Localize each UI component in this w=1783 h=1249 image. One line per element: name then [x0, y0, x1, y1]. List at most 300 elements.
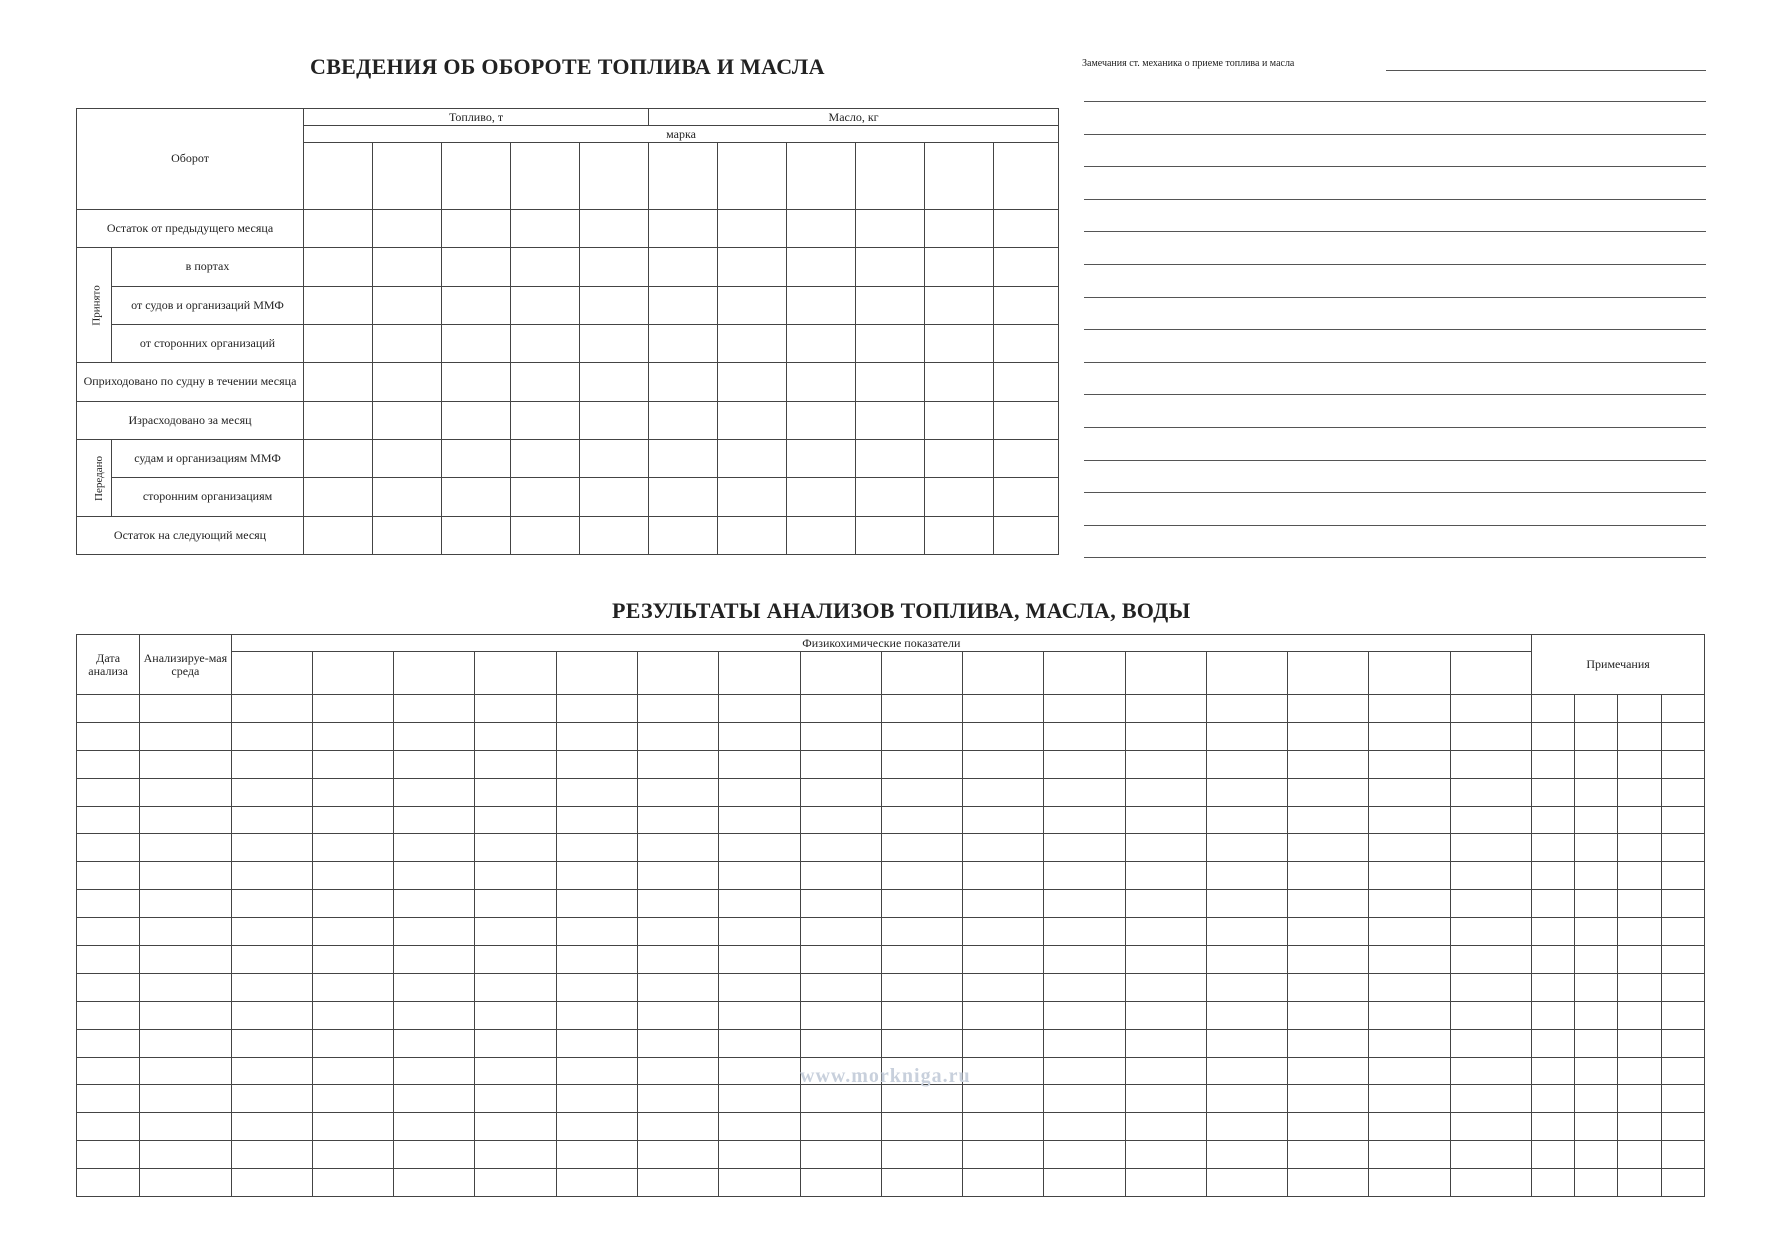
analysis-cell[interactable]: [475, 1141, 556, 1169]
analysis-cell[interactable]: [1575, 834, 1618, 862]
remarks-first-line[interactable]: [1386, 70, 1706, 71]
analysis-cell[interactable]: [1661, 1001, 1704, 1029]
analysis-cell[interactable]: [881, 778, 962, 806]
analysis-cell[interactable]: [719, 806, 800, 834]
analysis-cell[interactable]: [1206, 1085, 1287, 1113]
analysis-cell[interactable]: [1450, 722, 1531, 750]
data-cell[interactable]: [718, 363, 787, 401]
analysis-cell[interactable]: [637, 806, 718, 834]
analysis-cell[interactable]: [1288, 1029, 1369, 1057]
analysis-cell[interactable]: [1661, 1169, 1704, 1197]
remarks-line[interactable]: [1084, 166, 1706, 167]
analysis-cell[interactable]: [556, 946, 637, 974]
analysis-cell[interactable]: [800, 1141, 881, 1169]
data-cell[interactable]: [511, 439, 580, 477]
analysis-cell[interactable]: [1532, 750, 1575, 778]
analysis-cell[interactable]: [1288, 1085, 1369, 1113]
analysis-cell[interactable]: [800, 1113, 881, 1141]
analysis-cell[interactable]: [1044, 946, 1125, 974]
data-cell[interactable]: [718, 209, 787, 247]
analysis-cell[interactable]: [77, 862, 140, 890]
analysis-cell[interactable]: [800, 918, 881, 946]
analysis-cell[interactable]: [1044, 1141, 1125, 1169]
data-cell[interactable]: [925, 363, 994, 401]
analysis-cell[interactable]: [1532, 918, 1575, 946]
analysis-cell[interactable]: [556, 1169, 637, 1197]
analysis-cell[interactable]: [1661, 946, 1704, 974]
analysis-cell[interactable]: [1618, 695, 1661, 723]
analysis-cell[interactable]: [719, 1113, 800, 1141]
data-cell[interactable]: [373, 363, 442, 401]
analysis-cell[interactable]: [1125, 918, 1206, 946]
grade-cell[interactable]: [442, 143, 511, 210]
analysis-cell[interactable]: [77, 1085, 140, 1113]
analysis-cell[interactable]: [1288, 750, 1369, 778]
analysis-cell[interactable]: [1125, 1001, 1206, 1029]
analysis-cell[interactable]: [1044, 750, 1125, 778]
remarks-line[interactable]: [1084, 394, 1706, 395]
analysis-cell[interactable]: [1125, 722, 1206, 750]
data-cell[interactable]: [304, 478, 373, 516]
analysis-cell[interactable]: [1369, 1057, 1450, 1085]
analysis-cell[interactable]: [1575, 1113, 1618, 1141]
analysis-cell[interactable]: [637, 834, 718, 862]
analysis-cell[interactable]: [1288, 973, 1369, 1001]
data-cell[interactable]: [304, 248, 373, 286]
analysis-cell[interactable]: [800, 722, 881, 750]
analysis-cell[interactable]: [963, 750, 1044, 778]
analysis-cell[interactable]: [77, 750, 140, 778]
analysis-cell[interactable]: [140, 1029, 231, 1057]
analysis-cell[interactable]: [881, 1085, 962, 1113]
analysis-cell[interactable]: [1369, 722, 1450, 750]
data-cell[interactable]: [580, 209, 649, 247]
analysis-cell[interactable]: [1661, 1029, 1704, 1057]
analysis-cell[interactable]: [1206, 1113, 1287, 1141]
analysis-cell[interactable]: [1532, 778, 1575, 806]
analysis-cell[interactable]: [312, 1113, 393, 1141]
analysis-cell[interactable]: [637, 862, 718, 890]
analysis-cell[interactable]: [231, 946, 312, 974]
analysis-cell[interactable]: [312, 834, 393, 862]
analysis-cell[interactable]: [394, 1085, 475, 1113]
analysis-cell[interactable]: [1369, 1029, 1450, 1057]
data-cell[interactable]: [442, 286, 511, 324]
analysis-cell[interactable]: [140, 973, 231, 1001]
data-cell[interactable]: [925, 209, 994, 247]
analysis-cell[interactable]: [1369, 946, 1450, 974]
analysis-cell[interactable]: [1206, 1057, 1287, 1085]
analysis-cell[interactable]: [312, 750, 393, 778]
data-cell[interactable]: [649, 516, 718, 554]
grade-cell[interactable]: [856, 143, 925, 210]
analysis-cell[interactable]: [1618, 722, 1661, 750]
analysis-cell[interactable]: [1532, 1057, 1575, 1085]
analysis-cell[interactable]: [394, 1113, 475, 1141]
analysis-cell[interactable]: [719, 1169, 800, 1197]
physchem-column-header[interactable]: [556, 652, 637, 695]
data-cell[interactable]: [649, 478, 718, 516]
physchem-column-header[interactable]: [1125, 652, 1206, 695]
analysis-cell[interactable]: [963, 1057, 1044, 1085]
grade-cell[interactable]: [787, 143, 856, 210]
analysis-cell[interactable]: [1450, 834, 1531, 862]
data-cell[interactable]: [787, 209, 856, 247]
analysis-cell[interactable]: [312, 1085, 393, 1113]
analysis-cell[interactable]: [637, 946, 718, 974]
analysis-cell[interactable]: [312, 946, 393, 974]
data-cell[interactable]: [373, 324, 442, 362]
data-cell[interactable]: [856, 516, 925, 554]
analysis-cell[interactable]: [1044, 918, 1125, 946]
analysis-cell[interactable]: [1450, 750, 1531, 778]
data-cell[interactable]: [787, 248, 856, 286]
analysis-cell[interactable]: [1618, 1113, 1661, 1141]
analysis-cell[interactable]: [1661, 834, 1704, 862]
analysis-cell[interactable]: [1125, 695, 1206, 723]
analysis-cell[interactable]: [475, 946, 556, 974]
analysis-cell[interactable]: [231, 1085, 312, 1113]
remarks-line[interactable]: [1084, 492, 1706, 493]
grade-cell[interactable]: [304, 143, 373, 210]
analysis-cell[interactable]: [1206, 750, 1287, 778]
data-cell[interactable]: [994, 286, 1059, 324]
analysis-cell[interactable]: [1532, 1113, 1575, 1141]
analysis-cell[interactable]: [719, 695, 800, 723]
analysis-cell[interactable]: [475, 722, 556, 750]
analysis-cell[interactable]: [1618, 778, 1661, 806]
analysis-cell[interactable]: [1575, 722, 1618, 750]
analysis-cell[interactable]: [800, 973, 881, 1001]
analysis-cell[interactable]: [1288, 834, 1369, 862]
data-cell[interactable]: [304, 363, 373, 401]
analysis-cell[interactable]: [312, 862, 393, 890]
analysis-cell[interactable]: [1288, 806, 1369, 834]
analysis-cell[interactable]: [140, 778, 231, 806]
analysis-cell[interactable]: [1575, 862, 1618, 890]
analysis-cell[interactable]: [1450, 778, 1531, 806]
physchem-column-header[interactable]: [312, 652, 393, 695]
analysis-cell[interactable]: [881, 1029, 962, 1057]
analysis-cell[interactable]: [963, 1029, 1044, 1057]
analysis-cell[interactable]: [1575, 946, 1618, 974]
analysis-cell[interactable]: [140, 806, 231, 834]
analysis-cell[interactable]: [1288, 1057, 1369, 1085]
data-cell[interactable]: [718, 401, 787, 439]
analysis-cell[interactable]: [1206, 695, 1287, 723]
data-cell[interactable]: [580, 286, 649, 324]
analysis-cell[interactable]: [77, 946, 140, 974]
analysis-cell[interactable]: [1661, 862, 1704, 890]
data-cell[interactable]: [373, 516, 442, 554]
analysis-cell[interactable]: [1206, 918, 1287, 946]
analysis-cell[interactable]: [1450, 695, 1531, 723]
analysis-cell[interactable]: [637, 890, 718, 918]
data-cell[interactable]: [442, 209, 511, 247]
analysis-cell[interactable]: [1661, 1113, 1704, 1141]
data-cell[interactable]: [649, 286, 718, 324]
analysis-cell[interactable]: [1125, 750, 1206, 778]
analysis-cell[interactable]: [719, 1141, 800, 1169]
analysis-cell[interactable]: [77, 890, 140, 918]
analysis-cell[interactable]: [312, 1001, 393, 1029]
analysis-cell[interactable]: [312, 973, 393, 1001]
analysis-cell[interactable]: [1044, 1169, 1125, 1197]
analysis-cell[interactable]: [556, 778, 637, 806]
data-cell[interactable]: [580, 401, 649, 439]
analysis-cell[interactable]: [1288, 1169, 1369, 1197]
analysis-cell[interactable]: [1532, 862, 1575, 890]
physchem-column-header[interactable]: [963, 652, 1044, 695]
analysis-cell[interactable]: [394, 1001, 475, 1029]
analysis-cell[interactable]: [1450, 1057, 1531, 1085]
analysis-cell[interactable]: [1532, 973, 1575, 1001]
analysis-cell[interactable]: [1206, 778, 1287, 806]
analysis-cell[interactable]: [556, 918, 637, 946]
analysis-cell[interactable]: [637, 973, 718, 1001]
analysis-cell[interactable]: [1369, 1001, 1450, 1029]
analysis-cell[interactable]: [1125, 862, 1206, 890]
data-cell[interactable]: [649, 401, 718, 439]
analysis-cell[interactable]: [1575, 918, 1618, 946]
analysis-cell[interactable]: [475, 806, 556, 834]
analysis-cell[interactable]: [963, 946, 1044, 974]
analysis-cell[interactable]: [1044, 778, 1125, 806]
remarks-line[interactable]: [1084, 231, 1706, 232]
analysis-cell[interactable]: [1618, 1029, 1661, 1057]
analysis-cell[interactable]: [800, 778, 881, 806]
analysis-cell[interactable]: [1450, 1169, 1531, 1197]
analysis-cell[interactable]: [881, 1113, 962, 1141]
analysis-cell[interactable]: [231, 1029, 312, 1057]
data-cell[interactable]: [856, 478, 925, 516]
analysis-cell[interactable]: [394, 722, 475, 750]
analysis-cell[interactable]: [140, 750, 231, 778]
analysis-cell[interactable]: [231, 778, 312, 806]
analysis-cell[interactable]: [1288, 890, 1369, 918]
analysis-cell[interactable]: [394, 890, 475, 918]
analysis-cell[interactable]: [963, 1001, 1044, 1029]
analysis-cell[interactable]: [800, 1029, 881, 1057]
analysis-cell[interactable]: [1288, 1113, 1369, 1141]
analysis-cell[interactable]: [1661, 890, 1704, 918]
analysis-cell[interactable]: [556, 1029, 637, 1057]
data-cell[interactable]: [442, 516, 511, 554]
data-cell[interactable]: [304, 401, 373, 439]
analysis-cell[interactable]: [556, 834, 637, 862]
analysis-cell[interactable]: [312, 1169, 393, 1197]
analysis-cell[interactable]: [556, 862, 637, 890]
data-cell[interactable]: [787, 324, 856, 362]
data-cell[interactable]: [787, 286, 856, 324]
analysis-cell[interactable]: [963, 722, 1044, 750]
grade-cell[interactable]: [925, 143, 994, 210]
data-cell[interactable]: [787, 401, 856, 439]
analysis-cell[interactable]: [1369, 1113, 1450, 1141]
analysis-cell[interactable]: [719, 918, 800, 946]
data-cell[interactable]: [442, 324, 511, 362]
analysis-cell[interactable]: [1661, 695, 1704, 723]
analysis-cell[interactable]: [1661, 918, 1704, 946]
physchem-column-header[interactable]: [719, 652, 800, 695]
analysis-cell[interactable]: [394, 973, 475, 1001]
analysis-cell[interactable]: [1450, 1085, 1531, 1113]
analysis-cell[interactable]: [77, 1029, 140, 1057]
analysis-cell[interactable]: [475, 1029, 556, 1057]
data-cell[interactable]: [442, 478, 511, 516]
analysis-cell[interactable]: [1206, 973, 1287, 1001]
analysis-cell[interactable]: [1206, 946, 1287, 974]
analysis-cell[interactable]: [1450, 1001, 1531, 1029]
analysis-cell[interactable]: [1288, 862, 1369, 890]
physchem-column-header[interactable]: [881, 652, 962, 695]
data-cell[interactable]: [442, 439, 511, 477]
analysis-cell[interactable]: [1450, 862, 1531, 890]
analysis-cell[interactable]: [800, 750, 881, 778]
analysis-cell[interactable]: [394, 1057, 475, 1085]
analysis-cell[interactable]: [719, 1029, 800, 1057]
analysis-cell[interactable]: [312, 890, 393, 918]
analysis-cell[interactable]: [231, 1141, 312, 1169]
analysis-cell[interactable]: [475, 890, 556, 918]
analysis-cell[interactable]: [637, 695, 718, 723]
analysis-cell[interactable]: [1618, 890, 1661, 918]
analysis-cell[interactable]: [719, 834, 800, 862]
data-cell[interactable]: [511, 401, 580, 439]
analysis-cell[interactable]: [1575, 1169, 1618, 1197]
analysis-cell[interactable]: [1044, 862, 1125, 890]
analysis-cell[interactable]: [1044, 1001, 1125, 1029]
analysis-cell[interactable]: [637, 722, 718, 750]
data-cell[interactable]: [511, 363, 580, 401]
analysis-cell[interactable]: [1532, 834, 1575, 862]
analysis-cell[interactable]: [1288, 946, 1369, 974]
data-cell[interactable]: [304, 209, 373, 247]
data-cell[interactable]: [511, 478, 580, 516]
analysis-cell[interactable]: [1575, 1029, 1618, 1057]
data-cell[interactable]: [373, 209, 442, 247]
analysis-cell[interactable]: [963, 973, 1044, 1001]
data-cell[interactable]: [925, 401, 994, 439]
analysis-cell[interactable]: [1661, 1141, 1704, 1169]
analysis-cell[interactable]: [637, 778, 718, 806]
analysis-cell[interactable]: [719, 973, 800, 1001]
analysis-cell[interactable]: [394, 1029, 475, 1057]
remarks-line[interactable]: [1084, 134, 1706, 135]
analysis-cell[interactable]: [231, 806, 312, 834]
analysis-cell[interactable]: [1450, 973, 1531, 1001]
analysis-cell[interactable]: [1206, 862, 1287, 890]
data-cell[interactable]: [304, 286, 373, 324]
data-cell[interactable]: [304, 324, 373, 362]
analysis-cell[interactable]: [77, 806, 140, 834]
physchem-column-header[interactable]: [394, 652, 475, 695]
analysis-cell[interactable]: [881, 722, 962, 750]
analysis-cell[interactable]: [963, 918, 1044, 946]
analysis-cell[interactable]: [1369, 890, 1450, 918]
analysis-cell[interactable]: [312, 1029, 393, 1057]
data-cell[interactable]: [304, 516, 373, 554]
analysis-cell[interactable]: [963, 1169, 1044, 1197]
analysis-cell[interactable]: [1661, 750, 1704, 778]
analysis-cell[interactable]: [77, 918, 140, 946]
analysis-cell[interactable]: [963, 1113, 1044, 1141]
analysis-cell[interactable]: [1288, 695, 1369, 723]
analysis-cell[interactable]: [1044, 695, 1125, 723]
analysis-cell[interactable]: [1044, 890, 1125, 918]
analysis-cell[interactable]: [77, 1057, 140, 1085]
analysis-cell[interactable]: [556, 722, 637, 750]
physchem-column-header[interactable]: [1288, 652, 1369, 695]
analysis-cell[interactable]: [1125, 973, 1206, 1001]
analysis-cell[interactable]: [140, 695, 231, 723]
analysis-cell[interactable]: [231, 973, 312, 1001]
analysis-cell[interactable]: [140, 1113, 231, 1141]
analysis-cell[interactable]: [556, 1057, 637, 1085]
analysis-cell[interactable]: [881, 750, 962, 778]
analysis-cell[interactable]: [475, 778, 556, 806]
analysis-cell[interactable]: [637, 750, 718, 778]
remarks-line[interactable]: [1084, 427, 1706, 428]
analysis-cell[interactable]: [231, 890, 312, 918]
remarks-line[interactable]: [1084, 525, 1706, 526]
analysis-cell[interactable]: [1532, 695, 1575, 723]
analysis-cell[interactable]: [1532, 946, 1575, 974]
data-cell[interactable]: [304, 439, 373, 477]
analysis-cell[interactable]: [475, 834, 556, 862]
data-cell[interactable]: [442, 363, 511, 401]
analysis-cell[interactable]: [637, 1057, 718, 1085]
data-cell[interactable]: [994, 401, 1059, 439]
analysis-cell[interactable]: [1618, 862, 1661, 890]
analysis-cell[interactable]: [1450, 918, 1531, 946]
physchem-column-header[interactable]: [1450, 652, 1531, 695]
analysis-cell[interactable]: [77, 1141, 140, 1169]
analysis-cell[interactable]: [394, 778, 475, 806]
analysis-cell[interactable]: [556, 890, 637, 918]
analysis-cell[interactable]: [1369, 862, 1450, 890]
analysis-cell[interactable]: [1450, 1029, 1531, 1057]
analysis-cell[interactable]: [1369, 834, 1450, 862]
analysis-cell[interactable]: [231, 834, 312, 862]
physchem-column-header[interactable]: [1206, 652, 1287, 695]
analysis-cell[interactable]: [1369, 1085, 1450, 1113]
data-cell[interactable]: [442, 248, 511, 286]
analysis-cell[interactable]: [1532, 1085, 1575, 1113]
analysis-cell[interactable]: [1288, 918, 1369, 946]
analysis-cell[interactable]: [1369, 1141, 1450, 1169]
analysis-cell[interactable]: [1575, 750, 1618, 778]
analysis-cell[interactable]: [556, 750, 637, 778]
analysis-cell[interactable]: [140, 722, 231, 750]
analysis-cell[interactable]: [1532, 1001, 1575, 1029]
analysis-cell[interactable]: [394, 806, 475, 834]
analysis-cell[interactable]: [1288, 1141, 1369, 1169]
analysis-cell[interactable]: [719, 722, 800, 750]
analysis-cell[interactable]: [1125, 1113, 1206, 1141]
analysis-cell[interactable]: [312, 806, 393, 834]
analysis-cell[interactable]: [1661, 1057, 1704, 1085]
analysis-cell[interactable]: [963, 695, 1044, 723]
analysis-cell[interactable]: [556, 1085, 637, 1113]
analysis-cell[interactable]: [231, 722, 312, 750]
data-cell[interactable]: [649, 209, 718, 247]
analysis-cell[interactable]: [1618, 750, 1661, 778]
data-cell[interactable]: [580, 478, 649, 516]
analysis-cell[interactable]: [1044, 806, 1125, 834]
analysis-cell[interactable]: [800, 695, 881, 723]
analysis-cell[interactable]: [556, 1113, 637, 1141]
